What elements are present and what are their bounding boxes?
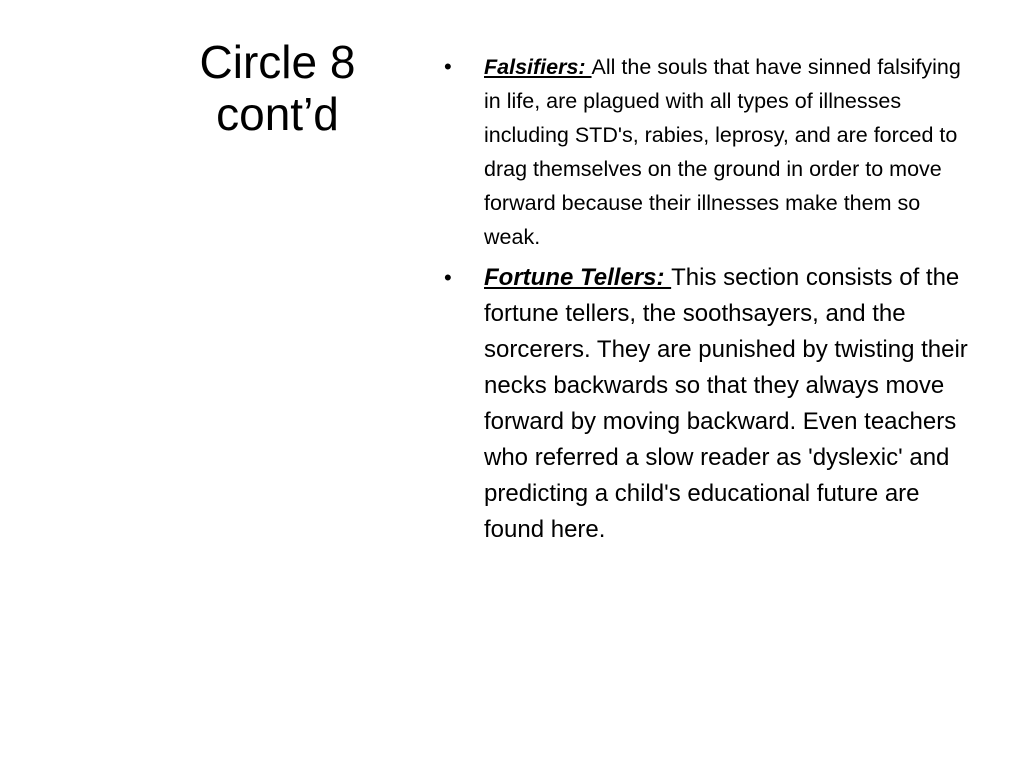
bullet-text-falsifiers: All the souls that have sinned falsifying in life, are plagued with all types of illnesses including STD's, rabies, leprosy, and are forced to drag themselves on the ground in order to move forward because their illnesses make them so weak.: [484, 55, 961, 249]
bullet-item-fortune-tellers: [440, 260, 970, 548]
slide-title: [150, 36, 405, 140]
bullet-list: [440, 50, 970, 554]
bullet-text-fortune-tellers: This section consists of the fortune tellers, the soothsayers, and the sorcerers. They are punished by twisting their necks backwards so that they always move forward by moving backward. Even teachers who referred a slow reader as 'dyslexic' and predicting a child's educational future are found here.: [484, 264, 968, 543]
bullet-item-falsifiers: [440, 50, 970, 254]
slide-title-line-1: Circle 8: [199, 36, 356, 88]
slide-title-line-2: cont’d: [216, 88, 339, 140]
bullet-icon: •: [444, 265, 452, 290]
bullet-term-fortune-tellers: Fortune Tellers:: [484, 264, 672, 291]
bullet-icon: •: [444, 54, 452, 79]
bullet-term-falsifiers: Falsifiers:: [484, 55, 592, 79]
